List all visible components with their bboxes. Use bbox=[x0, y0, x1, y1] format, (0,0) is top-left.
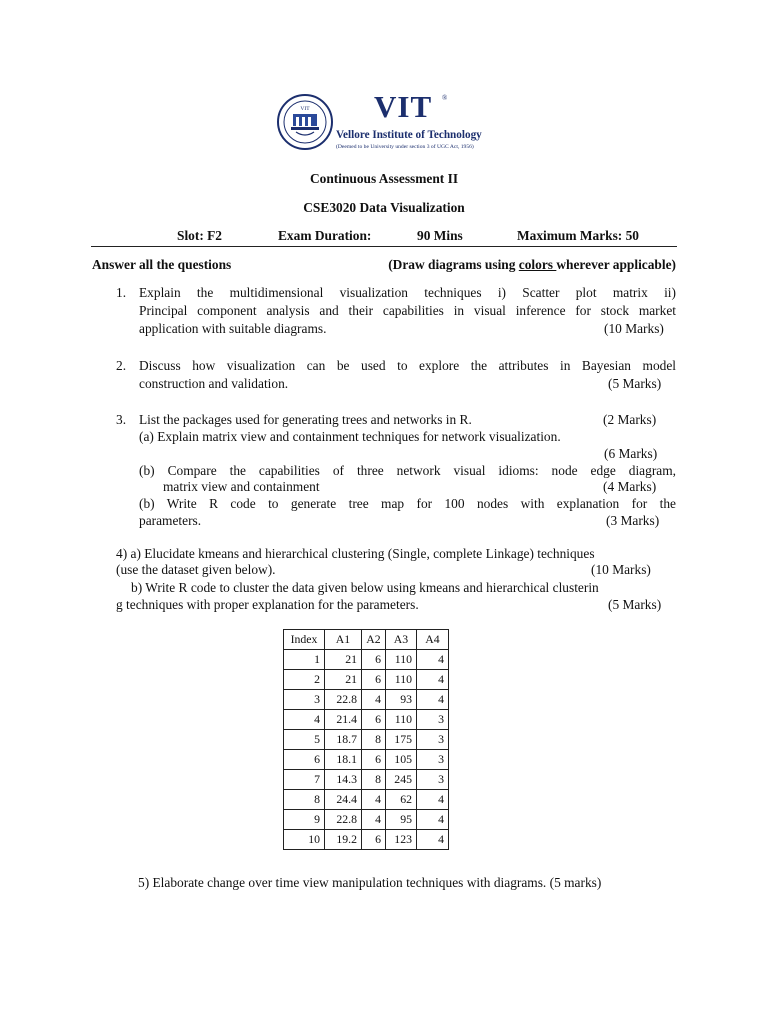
table-row bbox=[284, 790, 449, 810]
column-header: A2 bbox=[362, 630, 386, 650]
table-row bbox=[284, 810, 449, 830]
table-cell: 6 bbox=[362, 650, 386, 670]
table-row bbox=[284, 690, 449, 710]
exam-title: Continuous Assessment II bbox=[309, 171, 459, 186]
table-cell: 18.7 bbox=[325, 730, 362, 750]
question-marks: (3 Marks) bbox=[606, 513, 660, 528]
table-cell: 245 bbox=[386, 770, 417, 790]
table-row bbox=[284, 830, 449, 850]
question-number: 2. bbox=[116, 358, 127, 373]
duration-label: Exam Duration: bbox=[278, 228, 372, 243]
question-text: 4) a) Elucidate kmeans and hierarchical clustering (Single, complete Linkage) techniques bbox=[116, 546, 595, 561]
question-text: (a) Explain matrix view and containment techniques for network visualization. bbox=[139, 429, 561, 444]
question-marks: (2 Marks) bbox=[603, 412, 657, 427]
table-cell: 3 bbox=[284, 690, 325, 710]
table-cell: 4 bbox=[284, 710, 325, 730]
svg-text:VIT: VIT bbox=[300, 106, 310, 112]
table-cell: 18.1 bbox=[325, 750, 362, 770]
table-cell: 21 bbox=[325, 650, 362, 670]
table-header-row bbox=[284, 630, 449, 650]
table-cell: 6 bbox=[284, 750, 325, 770]
table-row bbox=[284, 670, 449, 690]
question-text: (use the dataset given below). bbox=[116, 562, 276, 577]
university-seal-icon bbox=[276, 88, 334, 154]
column-header: A1 bbox=[325, 630, 362, 650]
table-cell: 2 bbox=[284, 670, 325, 690]
column-header: Index bbox=[284, 630, 325, 650]
table-cell: 8 bbox=[362, 730, 386, 750]
question-text: parameters. bbox=[139, 513, 202, 528]
question-text: application with suitable diagrams. bbox=[139, 321, 327, 336]
table-row bbox=[284, 650, 449, 670]
instructions-row bbox=[92, 257, 676, 275]
question-number: 3. bbox=[116, 412, 127, 427]
question-text: Principal component analysis and their capabilities in visual inference for stock market bbox=[139, 303, 676, 318]
table-cell: 7 bbox=[284, 770, 325, 790]
logo-institute-name: Vellore Institute of Technology bbox=[336, 129, 482, 141]
slot-label: Slot: F2 bbox=[177, 228, 223, 243]
question-text: (b) Write R code to generate tree map for 100 nodes with explanation for the bbox=[139, 496, 676, 511]
table-cell: 110 bbox=[386, 670, 417, 690]
header-divider bbox=[91, 246, 677, 247]
table-cell: 175 bbox=[386, 730, 417, 750]
table-cell: 6 bbox=[362, 710, 386, 730]
question-marks: (10 Marks) bbox=[591, 562, 651, 577]
question-text: 5) Elaborate change over time view manipulation techniques with diagrams. (5 marks) bbox=[138, 875, 602, 890]
instructions-right: (Draw diagrams using colors wherever applicable) bbox=[388, 257, 676, 272]
logo-subtitle: (Deemed to be University under section 3 of UGC Act, 1956) bbox=[336, 144, 474, 150]
column-header: A4 bbox=[417, 630, 449, 650]
question-marks: (10 Marks) bbox=[604, 321, 664, 336]
table-cell: 105 bbox=[386, 750, 417, 770]
question-text: g techniques with proper explanation for the parameters. bbox=[116, 597, 419, 612]
dataset-table bbox=[283, 629, 449, 850]
table-cell: 19.2 bbox=[325, 830, 362, 850]
table-cell: 4 bbox=[362, 690, 386, 710]
university-logo bbox=[276, 88, 488, 156]
course-title: CSE3020 Data Visualization bbox=[303, 200, 465, 215]
question-text: List the packages used for generating trees and networks in R. bbox=[139, 412, 472, 427]
table-cell: 4 bbox=[362, 790, 386, 810]
question-number: 1. bbox=[116, 285, 127, 300]
question-marks: (5 Marks) bbox=[608, 597, 662, 612]
table-cell: 6 bbox=[362, 830, 386, 850]
question-text: b) Write R code to cluster the data given below using kmeans and hierarchical clusterin bbox=[131, 580, 599, 595]
table-cell: 110 bbox=[386, 710, 417, 730]
column-header: A3 bbox=[386, 630, 417, 650]
table-cell: 8 bbox=[362, 770, 386, 790]
table-cell: 22.8 bbox=[325, 810, 362, 830]
instructions-left: Answer all the questions bbox=[92, 257, 232, 272]
question-marks: (4 Marks) bbox=[603, 479, 657, 494]
table-row bbox=[284, 770, 449, 790]
table-cell: 6 bbox=[362, 670, 386, 690]
table-cell: 1 bbox=[284, 650, 325, 670]
question-text: Explain the multidimensional visualization techniques i) Scatter plot matrix ii) bbox=[139, 285, 676, 300]
table-cell: 4 bbox=[362, 810, 386, 830]
logo-registered-mark: ® bbox=[442, 94, 448, 102]
table-cell: 4 bbox=[417, 810, 449, 830]
table-cell: 6 bbox=[362, 750, 386, 770]
colors-underlined: colors bbox=[518, 257, 557, 272]
table-cell: 22.8 bbox=[325, 690, 362, 710]
question-text: Discuss how visualization can be used to explore the attributes in Bayesian model bbox=[139, 358, 676, 373]
table-cell: 95 bbox=[386, 810, 417, 830]
exam-info-row bbox=[0, 228, 768, 246]
table-cell: 4 bbox=[417, 830, 449, 850]
table-cell: 21.4 bbox=[325, 710, 362, 730]
question-text: construction and validation. bbox=[139, 376, 289, 391]
table-cell: 21 bbox=[325, 670, 362, 690]
logo-title: VIT bbox=[374, 89, 433, 124]
question-marks: (5 Marks) bbox=[608, 376, 662, 391]
table-cell: 4 bbox=[417, 790, 449, 810]
table-cell: 4 bbox=[417, 670, 449, 690]
question-marks: (6 Marks) bbox=[604, 446, 658, 461]
table-cell: 4 bbox=[417, 650, 449, 670]
table-cell: 3 bbox=[417, 710, 449, 730]
table-row bbox=[284, 750, 449, 770]
question-text: matrix view and containment bbox=[163, 479, 320, 494]
table-cell: 3 bbox=[417, 730, 449, 750]
table-cell: 5 bbox=[284, 730, 325, 750]
table-row bbox=[284, 710, 449, 730]
table-cell: 110 bbox=[386, 650, 417, 670]
question-text: (b) Compare the capabilities of three network visual idioms: node edge diagram, bbox=[139, 463, 676, 478]
table-cell: 14.3 bbox=[325, 770, 362, 790]
duration-value: 90 Mins bbox=[417, 228, 463, 243]
table-cell: 4 bbox=[417, 690, 449, 710]
table-cell: 10 bbox=[284, 830, 325, 850]
max-marks: Maximum Marks: 50 bbox=[517, 228, 639, 243]
table-cell: 123 bbox=[386, 830, 417, 850]
table-cell: 9 bbox=[284, 810, 325, 830]
table-cell: 3 bbox=[417, 750, 449, 770]
table-cell: 8 bbox=[284, 790, 325, 810]
table-cell: 62 bbox=[386, 790, 417, 810]
table-row bbox=[284, 730, 449, 750]
table-cell: 93 bbox=[386, 690, 417, 710]
table-cell: 3 bbox=[417, 770, 449, 790]
table-cell: 24.4 bbox=[325, 790, 362, 810]
